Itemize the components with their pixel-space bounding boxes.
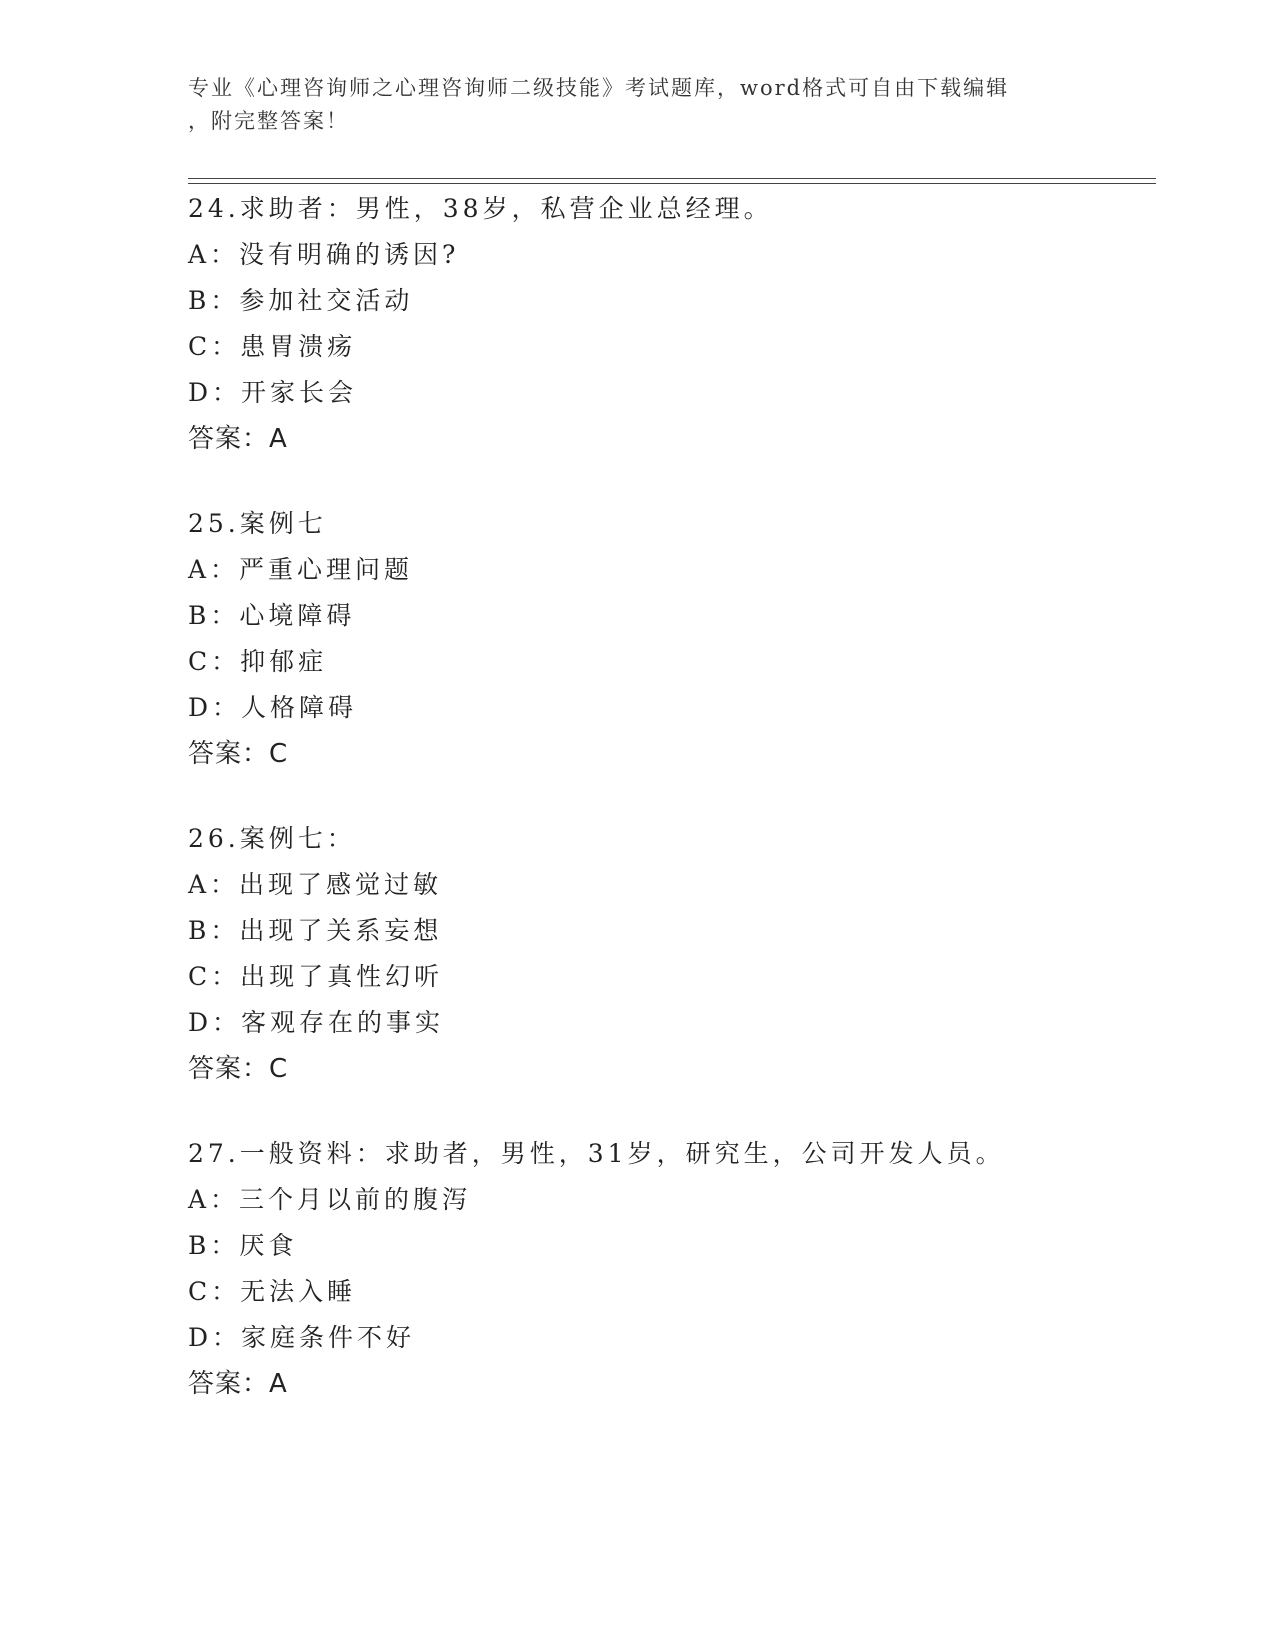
header-line-2: ，附完整答案！ <box>188 109 349 133</box>
question-block-24 <box>188 186 1148 462</box>
option-b: B：出现了关系妄想 <box>188 916 443 945</box>
answer-line: 答案：C <box>188 739 289 769</box>
answer-line: 答案：C <box>188 1054 289 1084</box>
question-block-26 <box>188 816 1148 1092</box>
header-line-1: 专业《心理咨询师之心理咨询师二级技能》考试题库，word格式可自由下载编辑 <box>188 76 1010 100</box>
question-stem: 26.案例七： <box>188 824 356 853</box>
option-a: A：出现了感觉过敏 <box>188 870 443 899</box>
option-a: A：严重心理问题 <box>188 555 414 584</box>
question-stem: 24.求助者：男性，38岁，私营企业总经理。 <box>188 194 773 223</box>
answer-line: 答案：A <box>188 1369 288 1399</box>
option-b: B：心境障碍 <box>188 601 356 630</box>
option-c: C：患胃溃疡 <box>188 332 357 361</box>
option-c: C：出现了真性幻听 <box>188 962 444 991</box>
option-d: D：人格障碍 <box>188 693 358 722</box>
option-d: D：家庭条件不好 <box>188 1323 416 1352</box>
option-a: A：没有明确的诱因? <box>188 240 460 269</box>
header-divider-bottom <box>188 183 1156 184</box>
question-block-27 <box>188 1131 1148 1407</box>
option-c: C：抑郁症 <box>188 647 328 676</box>
option-a: A：三个月以前的腹泻 <box>188 1185 472 1214</box>
document-header <box>188 72 1088 138</box>
option-b: B：参加社交活动 <box>188 286 414 315</box>
question-stem: 27.一般资料：求助者，男性，31岁，研究生，公司开发人员。 <box>188 1139 1005 1168</box>
question-stem: 25.案例七 <box>188 509 327 538</box>
answer-line: 答案：A <box>188 424 288 454</box>
option-b: B：厌食 <box>188 1231 298 1260</box>
option-c: C：无法入睡 <box>188 1277 357 1306</box>
option-d: D：开家长会 <box>188 378 358 407</box>
question-block-25 <box>188 501 1148 777</box>
header-divider-top <box>188 178 1156 179</box>
option-d: D：客观存在的事实 <box>188 1008 445 1037</box>
